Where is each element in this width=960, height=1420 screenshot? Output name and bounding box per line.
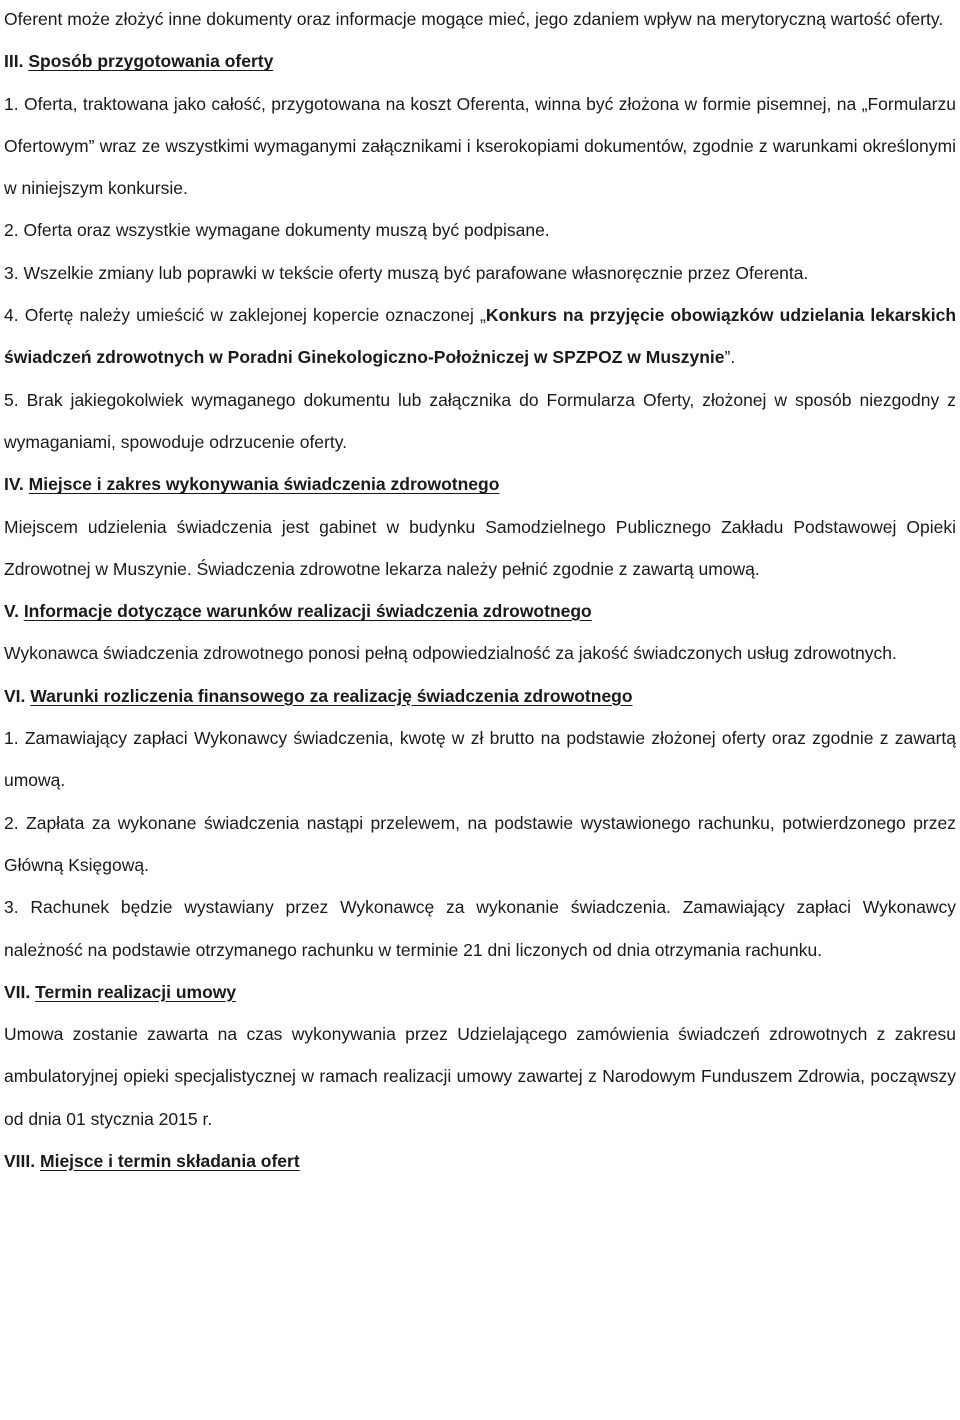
section-heading-vi [4,675,956,717]
item-4-lead: 4. Ofertę należy umieścić w zaklejonej kopercie oznaczonej „ [4,305,486,326]
section-number: VIII. [4,1151,36,1172]
section-number: III. [4,51,24,72]
section-vi-item-2: 2. Zapłata za wykonane świadczenia nastąpi przelewem, na podstawie wystawionego rachunku, potwierdzonego przez Główną Księgową. [4,812,956,875]
item-4-tail: ”. [724,347,736,368]
section-number: IV. [4,474,24,495]
section-title: Informacje dotyczące warunków realizacji świadczenia zdrowotnego [23,601,592,622]
section-heading-iv [4,463,956,505]
section-iii-item-5: 5. Brak jakiegokolwiek wymaganego dokumentu lub załącznika do Formularza Oferty, złożonej w sposób niezgodny z wymaganiami, spowoduje odrzucenie oferty. [4,389,956,452]
section-number: VII. [4,981,31,1002]
section-number: VI. [4,685,26,706]
intro-paragraph: Oferent może złożyć inne dokumenty oraz informacje mogące mieć, jego zdaniem wpływ na merytoryczną wartość oferty. [4,9,944,29]
section-iii-item-3: 3. Wszelkie zmiany lub poprawki w tekście oferty muszą być parafowane własnoręcznie przez Oferenta. [4,262,809,283]
document-page [4,0,956,1182]
section-title: Termin realizacji umowy [35,981,237,1002]
section-title: Miejsce i termin składania ofert [40,1151,300,1172]
section-vi-item-3: 3. Rachunek będzie wystawiany przez Wykonawcę za wykonanie świadczenia. Zamawiający zapłaci Wykonawcy należność na podstawie otrzymanego rachunku w terminie 21 dni liczonych od dnia otrzymania rachunku. [4,897,956,960]
section-title: Miejsce i zakres wykonywania świadczenia zdrowotnego [28,474,500,495]
section-iii-item-2: 2. Oferta oraz wszystkie wymagane dokumenty muszą być podpisane. [4,220,550,241]
section-iv-paragraph: Miejscem udzielenia świadczenia jest gabinet w budynku Samodzielnego Publicznego Zakładu Podstawowej Opieki Zdrowotnej w Muszynie. Świadczenia zdrowotne lekarza należy pełnić zgodnie z zawartą umową. [4,516,956,579]
item-4-envelope-label: Konkurs na przyjęcie obowiązków udzielania lekarskich świadczeń zdrowotnych w Poradni Ginekologiczno-Położniczej w SPZPOZ w Muszynie [4,305,957,368]
section-number: V. [4,601,19,622]
section-title: Sposób przygotowania oferty [28,51,274,72]
section-iii-item-1: 1. Oferta, traktowana jako całość, przygotowana na koszt Oferenta, winna być złożona w formie pisemnej, na „Formularzu Ofertowym” wraz ze wszystkimi wymaganymi załącznikami i kserokopiami dokumentów, zgodnie z warunkami określonymi w niniejszym konkursie. [4,93,956,199]
section-title: Warunki rozliczenia finansowego za realizację świadczenia zdrowotnego [30,685,633,706]
section-v-paragraph: Wykonawca świadczenia zdrowotnego ponosi pełną odpowiedzialność za jakość świadczonych usług zdrowotnych. [4,643,897,664]
section-heading-vii [4,971,956,1013]
section-iii-item-4 [4,294,956,379]
section-heading-v [4,590,956,632]
section-heading-viii [4,1140,956,1182]
section-vi-item-1: 1. Zamawiający zapłaci Wykonawcy świadczenia, kwotę w zł brutto na podstawie złożonej oferty oraz zgodnie z zawartą umową. [4,728,956,791]
section-vii-paragraph: Umowa zostanie zawarta na czas wykonywania przez Udzielającego zamówienia świadczeń zdrowotnych z zakresu ambulatoryjnej opieki specjalistycznej w ramach realizacji umowy zawartej z Narodowym Funduszem Zdrowia, począwszy od dnia 01 stycznia 2015 r. [4,1024,956,1129]
section-heading-iii [4,40,956,82]
